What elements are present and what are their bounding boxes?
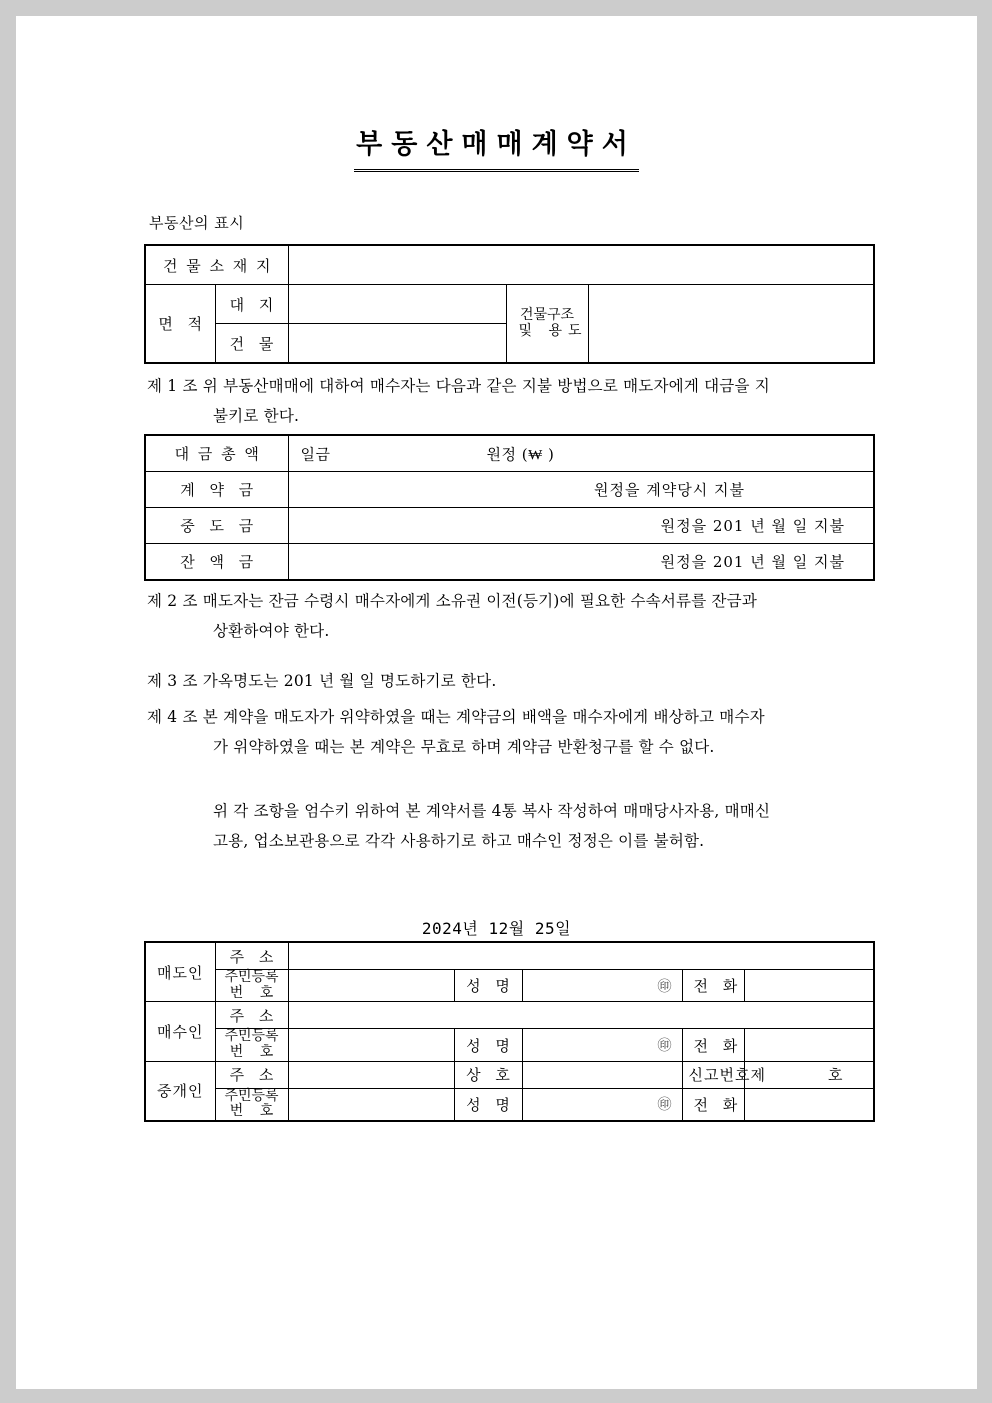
seller-label: 매도인: [145, 942, 215, 1002]
table-row: [145, 1061, 874, 1088]
seller-resident-id-label-line1: 주민등록: [224, 969, 279, 985]
broker-report-number-label: 신고번호: [682, 1061, 744, 1088]
seller-phone-label: 전 화: [682, 970, 744, 1002]
broker-label: 중개인: [145, 1061, 215, 1121]
seller-phone-value[interactable]: [744, 970, 874, 1002]
payment-total-suffix: 원정 (₩ ): [486, 445, 555, 463]
clause-2-line-2: 상환하여야 한다.: [213, 622, 330, 641]
property-land-value[interactable]: [288, 285, 506, 324]
broker-resident-id-label-line1: 주민등록: [224, 1087, 279, 1104]
seller-address-label: 주 소: [215, 942, 288, 970]
payment-balance-value[interactable]: 원정을 201 년 월 일 지불: [288, 544, 874, 581]
table-row: [145, 942, 874, 970]
broker-address-label: 주 소: [215, 1061, 288, 1088]
seller-address-value[interactable]: [288, 942, 874, 970]
buyer-address-value[interactable]: [288, 1002, 874, 1029]
buyer-resident-id-label-line1: 주민등록: [224, 1028, 279, 1045]
payment-total-value[interactable]: [288, 435, 874, 472]
broker-name-label: 성 명: [454, 1088, 522, 1121]
clause-2: [147, 586, 877, 646]
property-location-value[interactable]: [288, 245, 874, 285]
clause-3: [147, 666, 877, 696]
buyer-name-label: 성 명: [454, 1029, 522, 1061]
table-row: [145, 1088, 874, 1121]
payment-total-prefix: 일금: [300, 445, 331, 463]
seal-icon: ㊞: [657, 1097, 672, 1114]
broker-report-number-value[interactable]: [744, 1061, 874, 1088]
table-row: [145, 245, 874, 285]
property-building-value[interactable]: [288, 324, 506, 364]
page-title-container: [16, 128, 977, 172]
broker-resident-id-label-line2: 번 호: [229, 1103, 280, 1120]
payment-deposit-label: 계 약 금: [145, 472, 288, 508]
seller-name-value[interactable]: [522, 970, 682, 1002]
broker-phone-value[interactable]: [744, 1088, 874, 1121]
broker-resident-id-label: [215, 1088, 288, 1121]
property-structure-label-line2: 및 용도: [518, 322, 588, 339]
table-row: [145, 544, 874, 581]
property-building-label: 건 물: [215, 324, 288, 364]
buyer-address-label: 주 소: [215, 1002, 288, 1029]
clause-4: [147, 702, 877, 762]
property-structure-label: [506, 285, 588, 364]
buyer-phone-value[interactable]: [744, 1029, 874, 1061]
table-row: [145, 508, 874, 544]
seal-icon: ㊞: [657, 1038, 672, 1055]
clause-2-line-1: 제 2 조 매도자는 잔금 수령시 매수자에게 소유권 이전(등기)에 필요한 수속서류를 잔금과: [147, 592, 758, 610]
parties-table: [144, 941, 875, 1122]
payment-interim-label: 중 도 금: [145, 508, 288, 544]
property-table: [144, 244, 875, 364]
seller-resident-id-label-line2: 번 호: [229, 984, 280, 1001]
property-land-label: 대 지: [215, 285, 288, 324]
buyer-name-value[interactable]: [522, 1029, 682, 1061]
payment-deposit-value[interactable]: 원정을 계약당시 지불: [288, 472, 874, 508]
payment-interim-value[interactable]: 원정을 201 년 월 일 지불: [288, 508, 874, 544]
seller-name-label: 성 명: [454, 970, 522, 1002]
buyer-resident-id-label-line2: 번 호: [229, 1044, 280, 1061]
table-row: [145, 435, 874, 472]
clause-4-line-2: 가 위약하였을 때는 본 계약은 무효로 하며 계약금 반환청구를 할 수 없다.: [213, 738, 715, 757]
payment-balance-label: 잔 액 금: [145, 544, 288, 581]
property-location-label: 건 물 소 재 지: [145, 245, 288, 285]
broker-trade-name-label: 상 호: [454, 1061, 522, 1088]
closing-paragraph: [147, 796, 877, 856]
document-page: [16, 16, 977, 1389]
buyer-phone-label: 전 화: [682, 1029, 744, 1061]
table-row: [145, 1002, 874, 1029]
property-structure-value[interactable]: [588, 285, 874, 364]
clause-1-line-2: 불키로 한다.: [213, 407, 300, 426]
table-row: [145, 472, 874, 508]
broker-resident-id-value[interactable]: [288, 1088, 454, 1121]
broker-name-value[interactable]: [522, 1088, 682, 1121]
contract-date: 2024년 12월 25일: [421, 919, 572, 938]
seller-resident-id-value[interactable]: [288, 970, 454, 1002]
clause-1: [147, 371, 877, 431]
table-row: [145, 970, 874, 1002]
seal-icon: ㊞: [657, 978, 672, 995]
payment-total-label: 대 금 총 액: [145, 435, 288, 472]
table-row: [145, 1029, 874, 1061]
seller-resident-id-label: [215, 970, 288, 1002]
clause-4-line-1: 제 4 조 본 계약을 매도자가 위약하였을 때는 계약금의 배액을 매수자에게 배상하고 매수자: [147, 708, 765, 726]
clause-3-line-1: 제 3 조 가옥명도는 201 년 월 일 명도하기로 한다.: [147, 672, 497, 690]
table-row: [145, 285, 874, 324]
property-area-label: 면 적: [145, 285, 215, 364]
broker-address-value[interactable]: [288, 1061, 454, 1088]
report-number-prefix: 제: [750, 1066, 766, 1085]
buyer-resident-id-label: [215, 1029, 288, 1061]
broker-phone-label: 전 화: [682, 1088, 744, 1121]
buyer-resident-id-value[interactable]: [288, 1029, 454, 1061]
page-title: 부동산매매계약서: [354, 128, 639, 172]
property-section-label: 부동산의 표시: [149, 214, 245, 232]
closing-line-2: 고용, 업소보관용으로 각각 사용하기로 하고 매수인 정정은 이를 불허함.: [213, 832, 705, 851]
broker-trade-name-value[interactable]: [522, 1061, 682, 1088]
closing-line-1: 위 각 조항을 엄수키 위하여 본 계약서를 4통 복사 작성하여 매매당사자용, 매매신: [213, 802, 771, 820]
clause-1-line-1: 제 1 조 위 부동산매매에 대하여 매수자는 다음과 같은 지불 방법으로 매도자에게 대금을 지: [147, 377, 770, 395]
buyer-label: 매수인: [145, 1002, 215, 1061]
report-number-suffix: 호: [828, 1066, 844, 1085]
property-structure-label-line1: 건물구조: [519, 306, 575, 323]
payment-table: [144, 434, 875, 581]
